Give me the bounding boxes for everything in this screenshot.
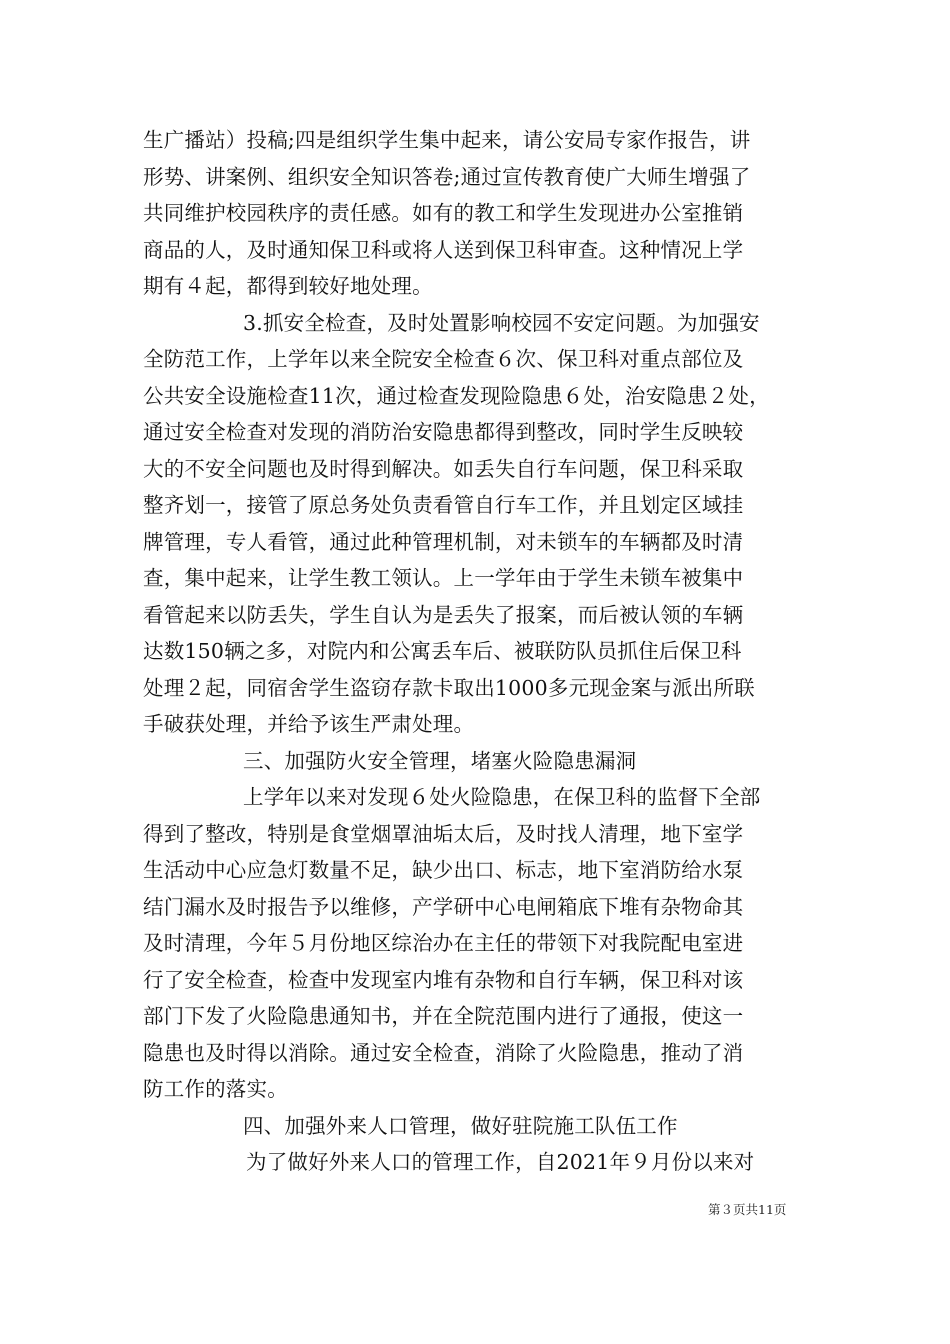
body-line: 得到了整改，特别是食堂烟罩油垢太后，及时找人清理，地下室学 <box>143 821 744 846</box>
body-line: 全防范工作，上学年以来全院安全检查６次、保卫科对重点部位及 <box>143 347 744 371</box>
body-line: 达数150辆之多，对院内和公寓丢车后、被联防队员抓住后保卫科 <box>143 639 742 663</box>
body-line: 整齐划一，接管了原总务处负责看管自行车工作，并且划定区域挂 <box>143 493 744 517</box>
body-line: 期有４起，都得到较好地处理。 <box>143 274 433 298</box>
body-line: 查，集中起来，让学生教工领认。上一学年由于学生未锁车被集中 <box>143 566 744 590</box>
body-line: 生广播站）投稿;四是组织学生集中起来，请公安局专家作报告，讲 <box>143 128 751 152</box>
body-line: 结门漏水及时报告予以维修，产学研中心电闸箱底下堆有杂物命其 <box>143 894 744 919</box>
body-line: 大的不安全问题也及时得到解决。如丢失自行车问题，保卫科采取 <box>143 456 744 481</box>
body-line: 部门下发了火险隐患通知书，并在全院范围内进行了通报，使这一 <box>143 1004 744 1028</box>
body-line: 形势、讲案例、组织安全知识答卷;通过宣传教育使广大师生增强了 <box>143 164 751 189</box>
body-line: 手破获处理，并给予该生严肃处理。 <box>143 712 475 736</box>
section-heading: 三、加强防火安全管理，堵塞火险隐患漏洞 <box>243 748 637 773</box>
body-line: 公共安全设施检查11次，通过检查发现险隐患６处，治安隐患２处， <box>143 383 770 408</box>
numbered-paragraph-start: 3.抓安全检查，及时处置影响校园不安定问题。为加强安 <box>243 310 760 335</box>
body-line: 防工作的落实。 <box>143 1077 288 1101</box>
body-line: 及时清理，今年５月份地区综治办在主任的带领下对我院配电室进 <box>143 931 744 955</box>
body-line: 生活动中心应急灯数量不足，缺少出口、标志，地下室消防给水泵 <box>143 858 744 882</box>
section-heading: 四、加强外来人口管理，做好驻院施工队伍工作 <box>243 1113 678 1138</box>
body-line: 共同维护校园秩序的责任感。如有的教工和学生发现进办公室推销 <box>143 201 744 225</box>
body-line: 牌管理，专人看管，通过此种管理机制，对未锁车的车辆都及时清 <box>143 529 744 554</box>
body-line: 处理２起，同宿舍学生盗窃存款卡取出1000多元现金案与派出所联 <box>143 675 755 700</box>
paragraph-start: 为了做好外来人口的管理工作，自2021年９月份以来对 <box>246 1150 755 1174</box>
paragraph-start: 上学年以来对发现６处火险隐患，在保卫科的监督下全部 <box>243 785 761 809</box>
body-line: 行了安全检查，检查中发现室内堆有杂物和自行车辆，保卫科对该 <box>143 967 744 992</box>
body-line: 隐患也及时得以消除。通过安全检查，消除了火险隐患，推动了消 <box>143 1040 744 1065</box>
page-number: 第３页共11页 <box>708 1202 787 1217</box>
body-line: 通过安全检查对发现的消防治安隐患都得到整改，同时学生反映较 <box>143 420 744 444</box>
body-line: 商品的人，及时通知保卫科或将人送到保卫科审查。这种情况上学 <box>143 237 744 262</box>
document-body <box>143 122 823 1181</box>
body-line: 看管起来以防丢失，学生自认为是丢失了报案，而后被认领的车辆 <box>143 602 744 627</box>
